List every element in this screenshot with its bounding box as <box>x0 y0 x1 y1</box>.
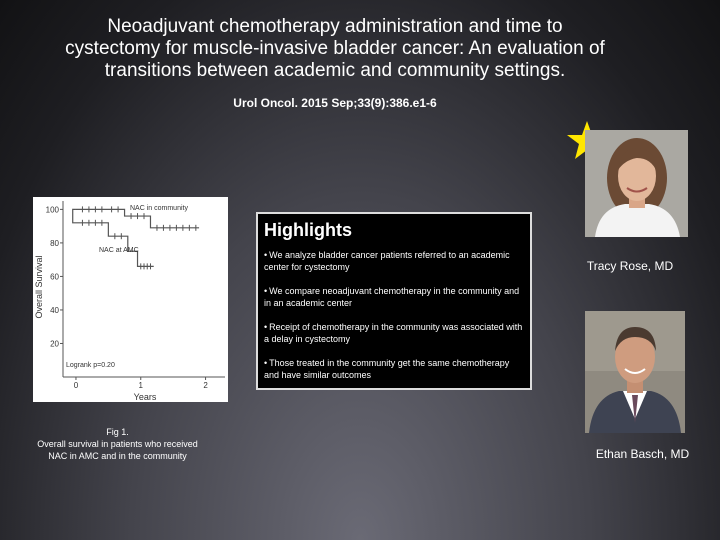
name-ethan-basch: Ethan Basch, MD <box>595 447 690 461</box>
portrait-image <box>585 130 688 237</box>
caption-line: Fig 1. <box>106 427 129 437</box>
caption-line: NAC in AMC and in the community <box>48 451 187 461</box>
y-axis-label: Overall Survival <box>34 255 44 319</box>
highlight-item: • We analyze bladder cancer patients referred to an academic center for cystectomy <box>264 250 510 272</box>
x-tick-label: 1 <box>138 381 143 390</box>
x-axis-label: Years <box>133 392 157 402</box>
logrank-label: Logrank p=0.20 <box>66 362 115 369</box>
highlights-heading: Highlights <box>264 220 352 240</box>
title-line: transitions between academic and community settings. <box>104 60 566 81</box>
name-tracy-rose: Tracy Rose, MD <box>586 259 674 273</box>
citation: Urol Oncol. 2015 Sep;33(9):386.e1-6 <box>233 96 437 110</box>
survival-chart <box>33 197 228 402</box>
bullet: • <box>264 358 268 368</box>
title-line: cystectomy for muscle-invasive bladder cancer: An evaluation of <box>65 38 605 59</box>
title-line: Neoadjuvant chemotherapy administration and time to <box>107 16 563 37</box>
bullet: • <box>264 322 268 332</box>
bullet: • <box>264 250 268 260</box>
y-tick-label: 100 <box>45 205 59 215</box>
photo-tracy-rose <box>585 130 688 237</box>
figure-caption <box>20 426 215 462</box>
survival-chart-svg <box>33 197 228 402</box>
slide-title <box>20 16 650 82</box>
survival-curve-amc <box>73 209 154 266</box>
x-tick-label: 0 <box>73 381 79 390</box>
portrait-image <box>585 311 685 433</box>
photo-ethan-basch <box>585 311 685 433</box>
bullet: • <box>264 286 268 296</box>
x-tick-label: 2 <box>203 381 208 390</box>
highlight-item: • We compare neoadjuvant chemotherapy in the community and in an academic center <box>264 286 520 308</box>
y-tick-label: 80 <box>50 238 59 248</box>
highlights-list <box>264 249 524 381</box>
series-label-community: NAC in community <box>130 205 188 212</box>
y-tick-label: 40 <box>50 305 59 315</box>
highlight-item: • Receipt of chemotherapy in the community was associated with a delay in cystectomy <box>264 322 523 344</box>
y-tick-label: 20 <box>50 339 59 349</box>
series-label-amc: NAC at AMC <box>99 247 139 254</box>
highlight-item: • Those treated in the community get the same chemotherapy and have similar outcomes <box>264 358 510 380</box>
highlights-box <box>256 212 532 390</box>
caption-line: Overall survival in patients who received <box>37 439 198 449</box>
y-tick-label: 60 <box>50 272 59 282</box>
